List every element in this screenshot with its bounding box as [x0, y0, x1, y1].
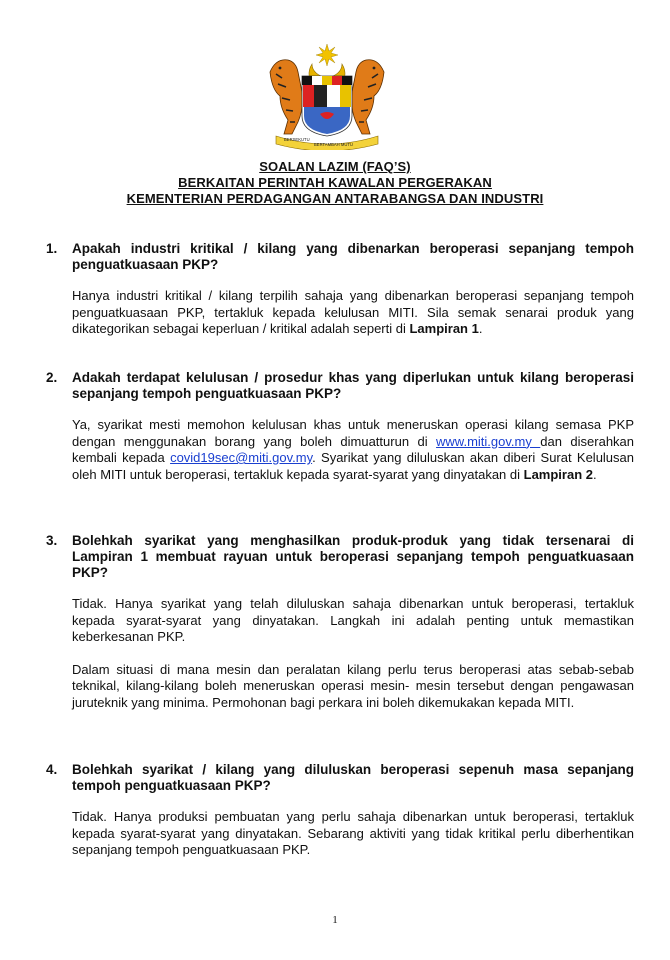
faq-item-4	[46, 762, 634, 859]
miti-website-link[interactable]: www.miti.gov.my	[436, 433, 541, 449]
faq-question: Bolehkah syarikat yang menghasilkan produk-produk yang tidak tersenarai di Lampiran 1 membuat rayuan untuk beroperasi sepanjang tempoh penguatkuasaan PKP?	[72, 533, 634, 580]
faq-answer: Tidak. Hanya produksi pembuatan yang perlu sahaja dibenarkan untuk beroperasi, tertakluk kepada syarat-syarat yang dinyatakan. Sebarang aktiviti yang tidak kritikal perlu diberhentikan sepanjang tempoh penguatkuasaan PKP.	[72, 809, 634, 857]
document-title: SOALAN LAZIM (FAQ’S)	[259, 159, 411, 174]
faq-question: Adakah terdapat kelulusan / prosedur khas yang diperlukan untuk kilang beroperasi sepanjang tempoh penguatkuasaan PKP?	[72, 370, 634, 401]
left-tiger-icon	[270, 60, 303, 134]
lampiran-1-reference: Lampiran 1	[409, 321, 479, 336]
faq-question: Apakah industri kritikal / kilang yang dibenarkan beroperasi sepanjang tempoh penguatkuasaan PKP?	[72, 241, 634, 272]
faq-answer-continued: Dalam situasi di mana mesin dan peralatan kilang perlu terus beroperasi atas sebab-sebab teknikal, kilang-kilang boleh meneruskan operasi mesin- mesin tersebut dengan pengawasan juruteknik yang minima. Permohonan bagi perkara ini boleh dikemukakan kepada MITI.	[72, 661, 634, 710]
svg-text:BERSEKUTU: BERSEKUTU	[284, 137, 310, 142]
faq-answer: Ya, syarikat mesti memohon kelulusan khas untuk meneruskan operasi kilang semasa PKP dengan menggunakan borang yang boleh dimuatturun di www.miti.gov.my dan diserahkan kembali kepada covid19sec@miti.gov.my. Syarikat yang diluluskan akan diberi Surat Kelulusan oleh MITI untuk beroperasi, tertakluk kepada syarat-syarat yang dinyatakan di Lampiran 2.	[72, 417, 635, 482]
faq-question: Bolehkah syarikat / kilang yang diluluskan beroperasi sepenuh masa sepanjang tempoh penguatkuasaan PKP?	[72, 762, 634, 793]
faq-number: 2.	[46, 370, 58, 385]
faq-answer: Tidak. Hanya syarikat yang telah diluluskan sahaja dibenarkan untuk beroperasi, tertakluk kepada syarat-syarat yang dinyatakan. Langkah ini adalah penting untuk memastikan keberkesanan PKP.	[72, 596, 634, 644]
page-number: 1	[332, 914, 338, 926]
svg-text:BERTAMBAH MUTU: BERTAMBAH MUTU	[314, 142, 353, 147]
faq-item-2	[46, 370, 634, 483]
right-tiger-icon	[352, 60, 385, 134]
faq-number: 4.	[46, 762, 58, 777]
lampiran-2-reference: Lampiran 2	[523, 466, 593, 482]
shield-icon	[302, 76, 352, 136]
faq-item-1	[46, 241, 634, 338]
ministry-name: KEMENTERIAN PERDAGANGAN ANTARABANGSA DAN INDUSTRI	[126, 191, 544, 206]
coat-of-arms-emblem	[262, 42, 392, 150]
faq-number: 1.	[46, 241, 58, 256]
covid-email-link[interactable]: covid19sec@miti.gov.my	[170, 450, 313, 465]
faq-item-3	[46, 533, 634, 711]
faq-answer: Hanya industri kritikal / kilang terpilih sahaja yang dibenarkan beroperasi sepanjang tempoh penguatkuasaan PKP, tertakluk kepada kelulusan MITI. Sila semak senarai produk yang dikategorikan sebagai keperluan / kritikal adalah seperti di Lampiran 1.	[72, 288, 634, 336]
document-subtitle: BERKAITAN PERINTAH KAWALAN PERGERAKAN	[178, 175, 492, 190]
document-header	[0, 159, 670, 207]
faq-number: 3.	[46, 533, 58, 548]
